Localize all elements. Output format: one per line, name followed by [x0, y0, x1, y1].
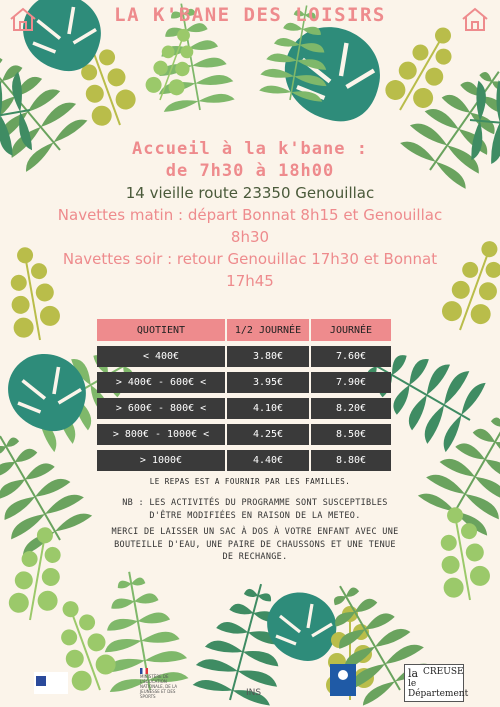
journee-cell: 7.60€ — [309, 346, 391, 367]
journee-cell: 7.90€ — [309, 372, 391, 393]
creuse-logo — [404, 664, 469, 702]
sac-note: MERCI DE LAISSER UN SAC À DOS À VOTRE ENFANT AVEC UNE BOUTEILLE D'EAU, UNE PAIRE DE CHAUSSONS ET UNE TENUE DE RECHANGE. — [111, 527, 399, 562]
table-row — [97, 398, 391, 419]
demi-journee-cell: 3.80€ — [225, 346, 309, 367]
demi-journee-cell: 4.40€ — [225, 450, 309, 471]
table-row — [97, 450, 391, 471]
info-block — [40, 138, 460, 292]
header-demi-journee: 1/2 JOURNÉE — [225, 319, 309, 341]
navettes-soir-text: Navettes soir : retour Genouillac 17h30 et Bonnat — [62, 250, 438, 268]
tarifs-table — [97, 314, 391, 476]
repas-note: LE REPAS EST A FOURNIR PAR LES FAMILLES. — [149, 477, 351, 486]
notes-block — [110, 497, 400, 568]
navettes-matin-text: Navettes matin : départ Bonnat 8h15 et Genouillac — [57, 206, 443, 224]
creuse-la: la — [408, 667, 419, 680]
header-journee: JOURNÉE — [309, 319, 391, 341]
partner-logo — [34, 672, 68, 694]
navettes-soir-suite: 17h45 — [226, 272, 274, 290]
quotient-cell: > 400€ - 600€ < — [97, 372, 225, 393]
table-header-row — [97, 319, 391, 341]
quotient-cell: > 600€ - 800€ < — [97, 398, 225, 419]
horaires-text: de 7h30 à 18h00 — [165, 161, 335, 181]
accueil-label: Accueil à la k'bane : — [132, 139, 368, 159]
demi-journee-cell: 4.25€ — [225, 424, 309, 445]
caf-logo — [330, 664, 356, 696]
ministere-text: MINISTÈRE DE L'ÉDUCATION NATIONALE, DE LA JEUNESSE ET DES SPORTS — [140, 674, 178, 699]
demi-journee-cell: 4.10€ — [225, 398, 309, 419]
ministere-logo — [140, 668, 188, 698]
journee-cell: 8.50€ — [309, 424, 391, 445]
quotient-cell: > 800€ - 1000€ < — [97, 424, 225, 445]
table-row — [97, 346, 391, 367]
journee-cell: 8.20€ — [309, 398, 391, 419]
adresse-text: 14 vieille route 23350 Genouillac — [125, 184, 375, 202]
quotient-cell: < 400€ — [97, 346, 225, 367]
quotient-cell: > 1000€ — [97, 450, 225, 471]
header-quotient: QUOTIENT — [97, 319, 225, 341]
page-title: LA K'BANE DES LOISIRS — [114, 4, 386, 26]
creuse-name: CREUSE — [423, 667, 464, 677]
table-row — [97, 424, 391, 445]
demi-journee-cell: 3.95€ — [225, 372, 309, 393]
journee-cell: 8.80€ — [309, 450, 391, 471]
navettes-matin-suite: 8h30 — [230, 228, 270, 246]
table-row — [97, 372, 391, 393]
creuse-departement: le Département — [408, 679, 469, 699]
nb-note: NB : LES ACTIVITÉS DU PROGRAMME SONT SUSCEPTIBLES D'ÊTRE MODIFIÉES EN RAISON DE LA METEO. — [122, 498, 388, 521]
ins-logo: INS — [246, 688, 262, 698]
